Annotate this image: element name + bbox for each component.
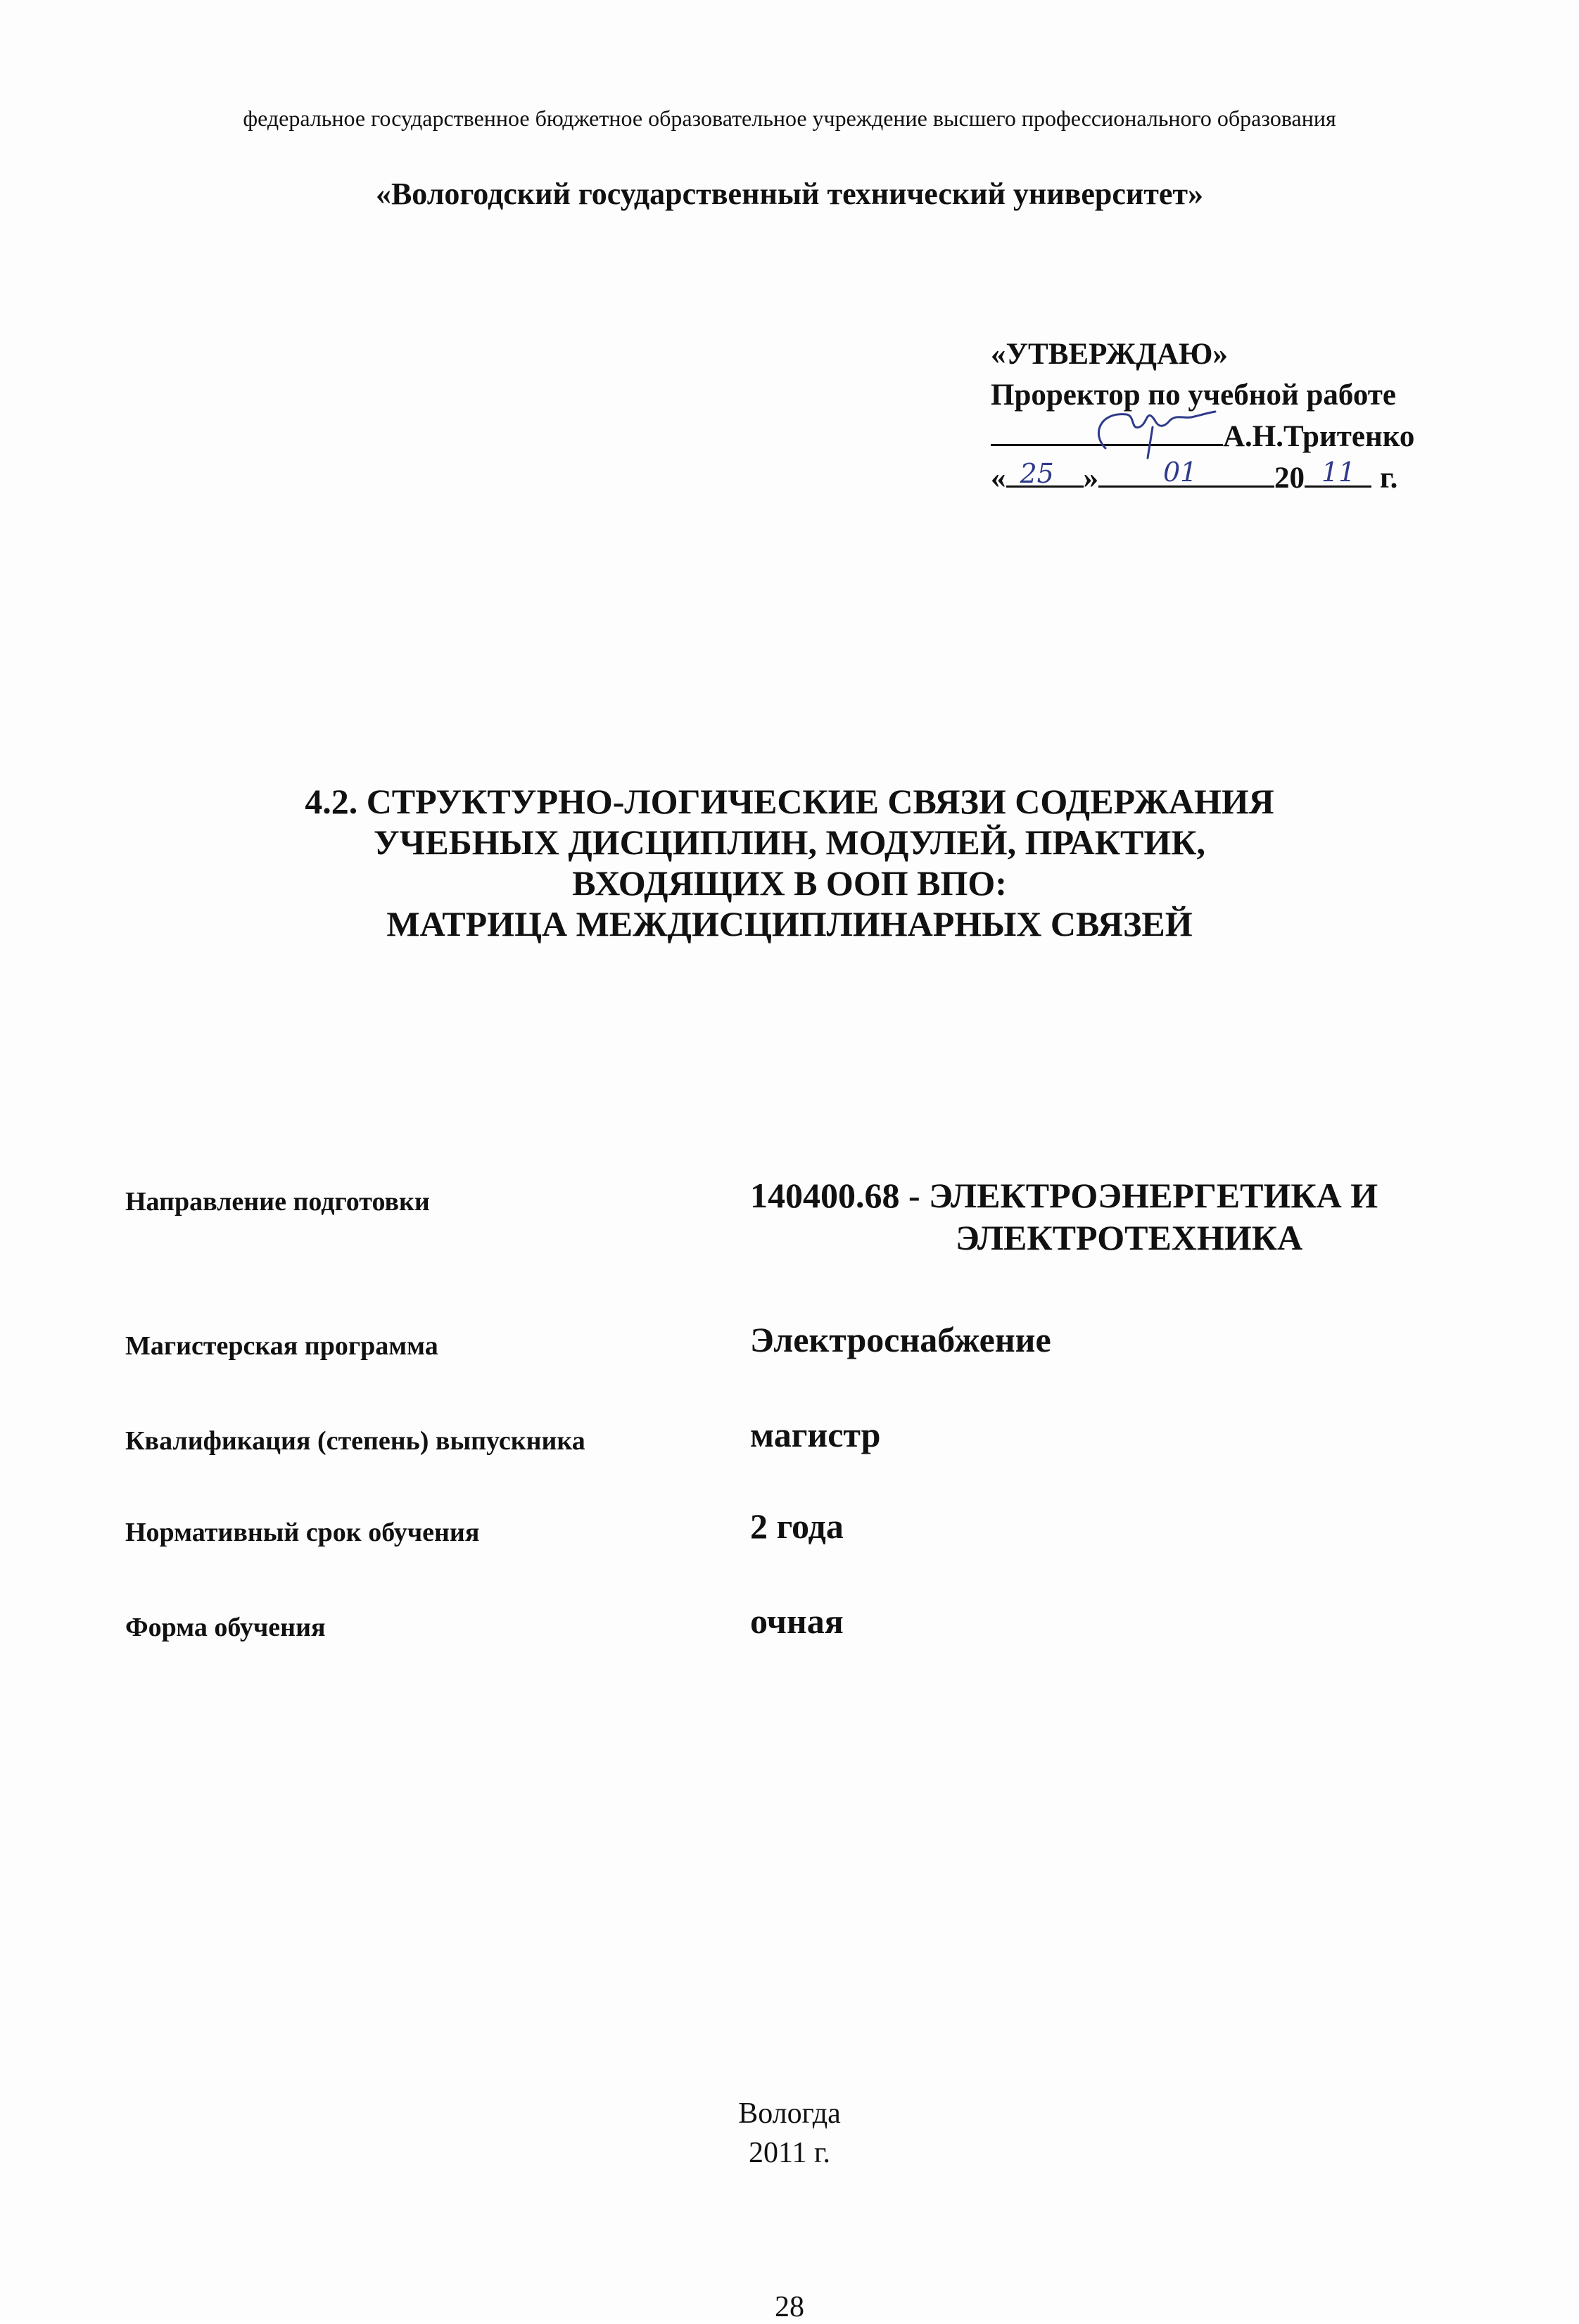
signature-image <box>1086 399 1219 462</box>
year-prefix: 20 <box>1274 462 1305 495</box>
form-label: Форма обучения <box>125 1613 326 1642</box>
footer-city: Вологда <box>738 2097 841 2130</box>
qualification-value: магистр <box>750 1415 881 1454</box>
title-line-4: МАТРИЦА МЕЖДИСЦИПЛИНАРНЫХ СВЯЗЕЙ <box>386 904 1193 944</box>
approver-name: А.Н.Тритенко <box>1223 420 1415 453</box>
duration-label: Нормативный срок обучения <box>125 1518 480 1547</box>
university-name: «Вологодский государственный технический университет» <box>375 177 1204 211</box>
direction-value-line-1: 140400.68 - ЭЛЕКТРОЭНЕРГЕТИКА И <box>750 1176 1378 1215</box>
form-value: очная <box>750 1601 844 1641</box>
footer-year: 2011 г. <box>749 2137 830 2169</box>
approval-position: Проректор по учебной работе <box>991 379 1397 412</box>
approval-date-row <box>991 457 1497 499</box>
title-line-2: УЧЕБНЫХ ДИСЦИПЛИН, МОДУЛЕЙ, ПРАКТИК, <box>373 823 1206 862</box>
direction-value-line-2: ЭЛЕКТРОТЕХНИКА <box>956 1218 1303 1257</box>
direction-label: Направление подготовки <box>125 1187 430 1217</box>
page-number: 28 <box>775 2291 804 2323</box>
title-line-1: 4.2. СТРУКТУРНО-ЛОГИЧЕСКИЕ СВЯЗИ СОДЕРЖАНИЯ <box>305 782 1274 821</box>
document-title <box>0 781 1579 944</box>
approval-signature-row <box>991 416 1497 457</box>
year-unit: г. <box>1380 462 1398 495</box>
approval-stamp: «УТВЕРЖДАЮ» <box>991 338 1228 371</box>
organization-type-line: федеральное государственное бюджетное образовательное учреждение высшего профессионального образования <box>243 106 1336 131</box>
month-blank <box>1098 457 1274 488</box>
qualification-label: Квалификация (степень) выпускника <box>125 1426 585 1456</box>
day-handwritten: 25 <box>1020 458 1054 489</box>
title-line-3: ВХОДЯЩИХ В ООП ВПО: <box>572 863 1007 903</box>
program-value: Электроснабжение <box>750 1320 1051 1359</box>
date-close-quote: » <box>1083 462 1098 495</box>
date-open-quote: « <box>991 462 1006 495</box>
day-blank <box>1006 457 1084 488</box>
year-blank <box>1305 457 1371 488</box>
duration-value: 2 года <box>750 1506 844 1546</box>
year-handwritten: 11 <box>1321 457 1356 488</box>
program-label: Магистерская программа <box>125 1331 438 1361</box>
month-handwritten: 01 <box>1163 457 1198 488</box>
approval-block <box>991 334 1497 499</box>
